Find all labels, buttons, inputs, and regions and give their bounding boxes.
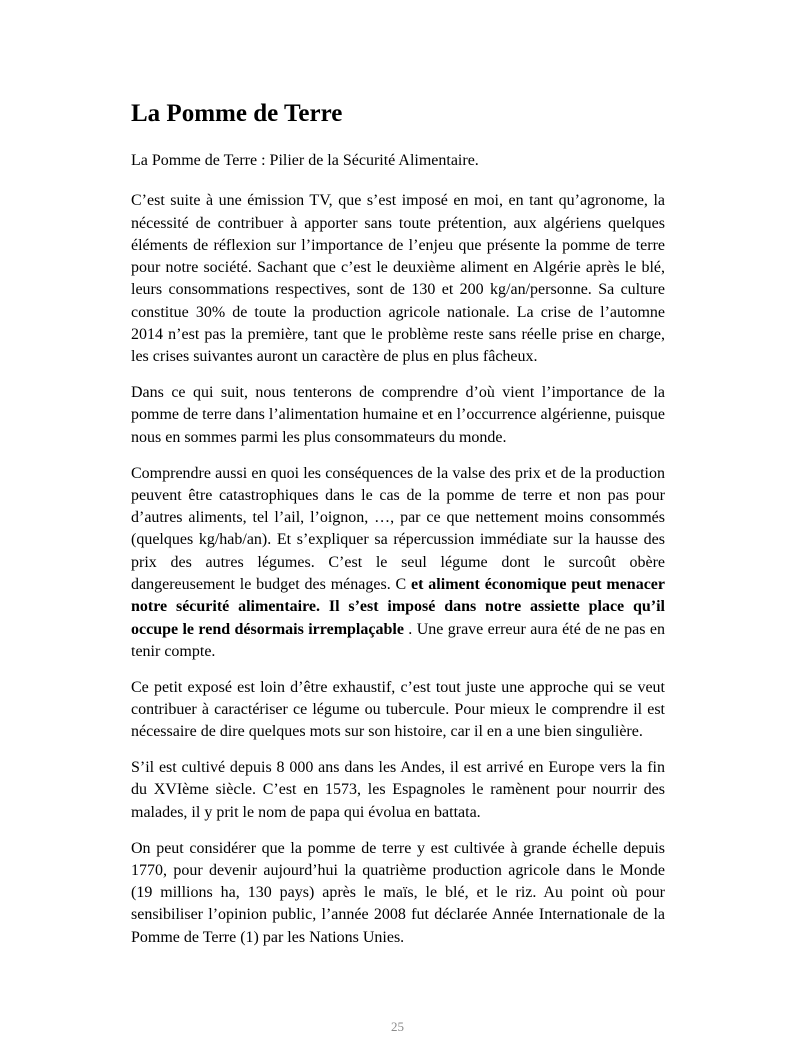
paragraph-3-text-end: . Une grave erreur aura été de ne pas en tenir compte. bbox=[131, 620, 665, 660]
paragraph-3 bbox=[131, 463, 665, 664]
document-subtitle: La Pomme de Terre : Pilier de la Sécurité Alimentaire. bbox=[131, 152, 479, 169]
paragraph-3-bold-text: et aliment économique peut menacer notre sécurité alimentaire. Il s’est imposé dans notre assiette place qu’il occupe le rend désormais irremplaçable bbox=[131, 576, 665, 638]
paragraph-3-text-start: Comprendre aussi en quoi les conséquences de la valse des prix et de la production peuvent être catastrophiques dans le cas de la pomme de terre et non pas pour d’autres aliments, tel l’ail, l’oignon, …, par ce que nettement moins consommés (quelques kg/hab/an). Et s’expliquer sa répercussion immédiate sur la hausse des prix des autres légumes. C’est le seul légume dont le surcoût obère dangereusement le budget des ménages. C bbox=[131, 464, 665, 594]
paragraph-5: S’il est cultivé depuis 8 000 ans dans les Andes, il est arrivé en Europe vers la fin du XVIème siècle. C’est en 1573, les Espagnoles le ramènent pour nourrir des malades, il y prit le nom de papa qui évolua en battata. bbox=[131, 759, 665, 821]
paragraph-1: C’est suite à une émission TV, que s’est imposé en moi, en tant qu’agronome, la nécessité de contribuer à apporter sans toute prétention, aux algériens quelques éléments de réflexion sur l’importance de l’enjeu que présente la pomme de terre pour notre société. Sachant que c’est le deuxième aliment en Algérie après le blé, leurs consommations respectives, sont de 130 et 200 kg/an/personne. Sa culture constitue 30% de toute la production agricole nationale. La crise de l’automne 2014 n’est pas la première, tant que le problème reste sans réelle prise en charge, les crises suivantes auront un caractère de plus en plus fâcheux. bbox=[131, 192, 665, 366]
page-title: La Pomme de Terre bbox=[131, 100, 343, 127]
paragraph-6: On peut considérer que la pomme de terre y est cultivée à grande échelle depuis 1770, pour devenir aujourd’hui la quatrième production agricole dans le Monde (19 millions ha, 130 pays) après le maïs, le blé, et le riz. Au point où pour sensibiliser l’opinion public, l’année 2008 fut déclarée Année Internationale de la Pomme de Terre (1) par les Nations Unies. bbox=[131, 839, 665, 946]
paragraph-2: Dans ce qui suit, nous tenterons de comprendre d’où vient l’importance de la pomme de terre dans l’alimentation humaine et en l’occurrence algérienne, puisque nous en sommes parmi les plus consommateurs du monde. bbox=[131, 384, 665, 446]
paragraph-4: Ce petit exposé est loin d’être exhaustif, c’est tout juste une approche qui se veut contribuer à caractériser ce légume ou tubercule. Pour mieux le comprendre il est nécessaire de dire quelques mots sur son histoire, car il en a une bien singulière. bbox=[131, 678, 665, 741]
document-body bbox=[131, 150, 665, 963]
page-number: 25 bbox=[391, 1019, 404, 1034]
